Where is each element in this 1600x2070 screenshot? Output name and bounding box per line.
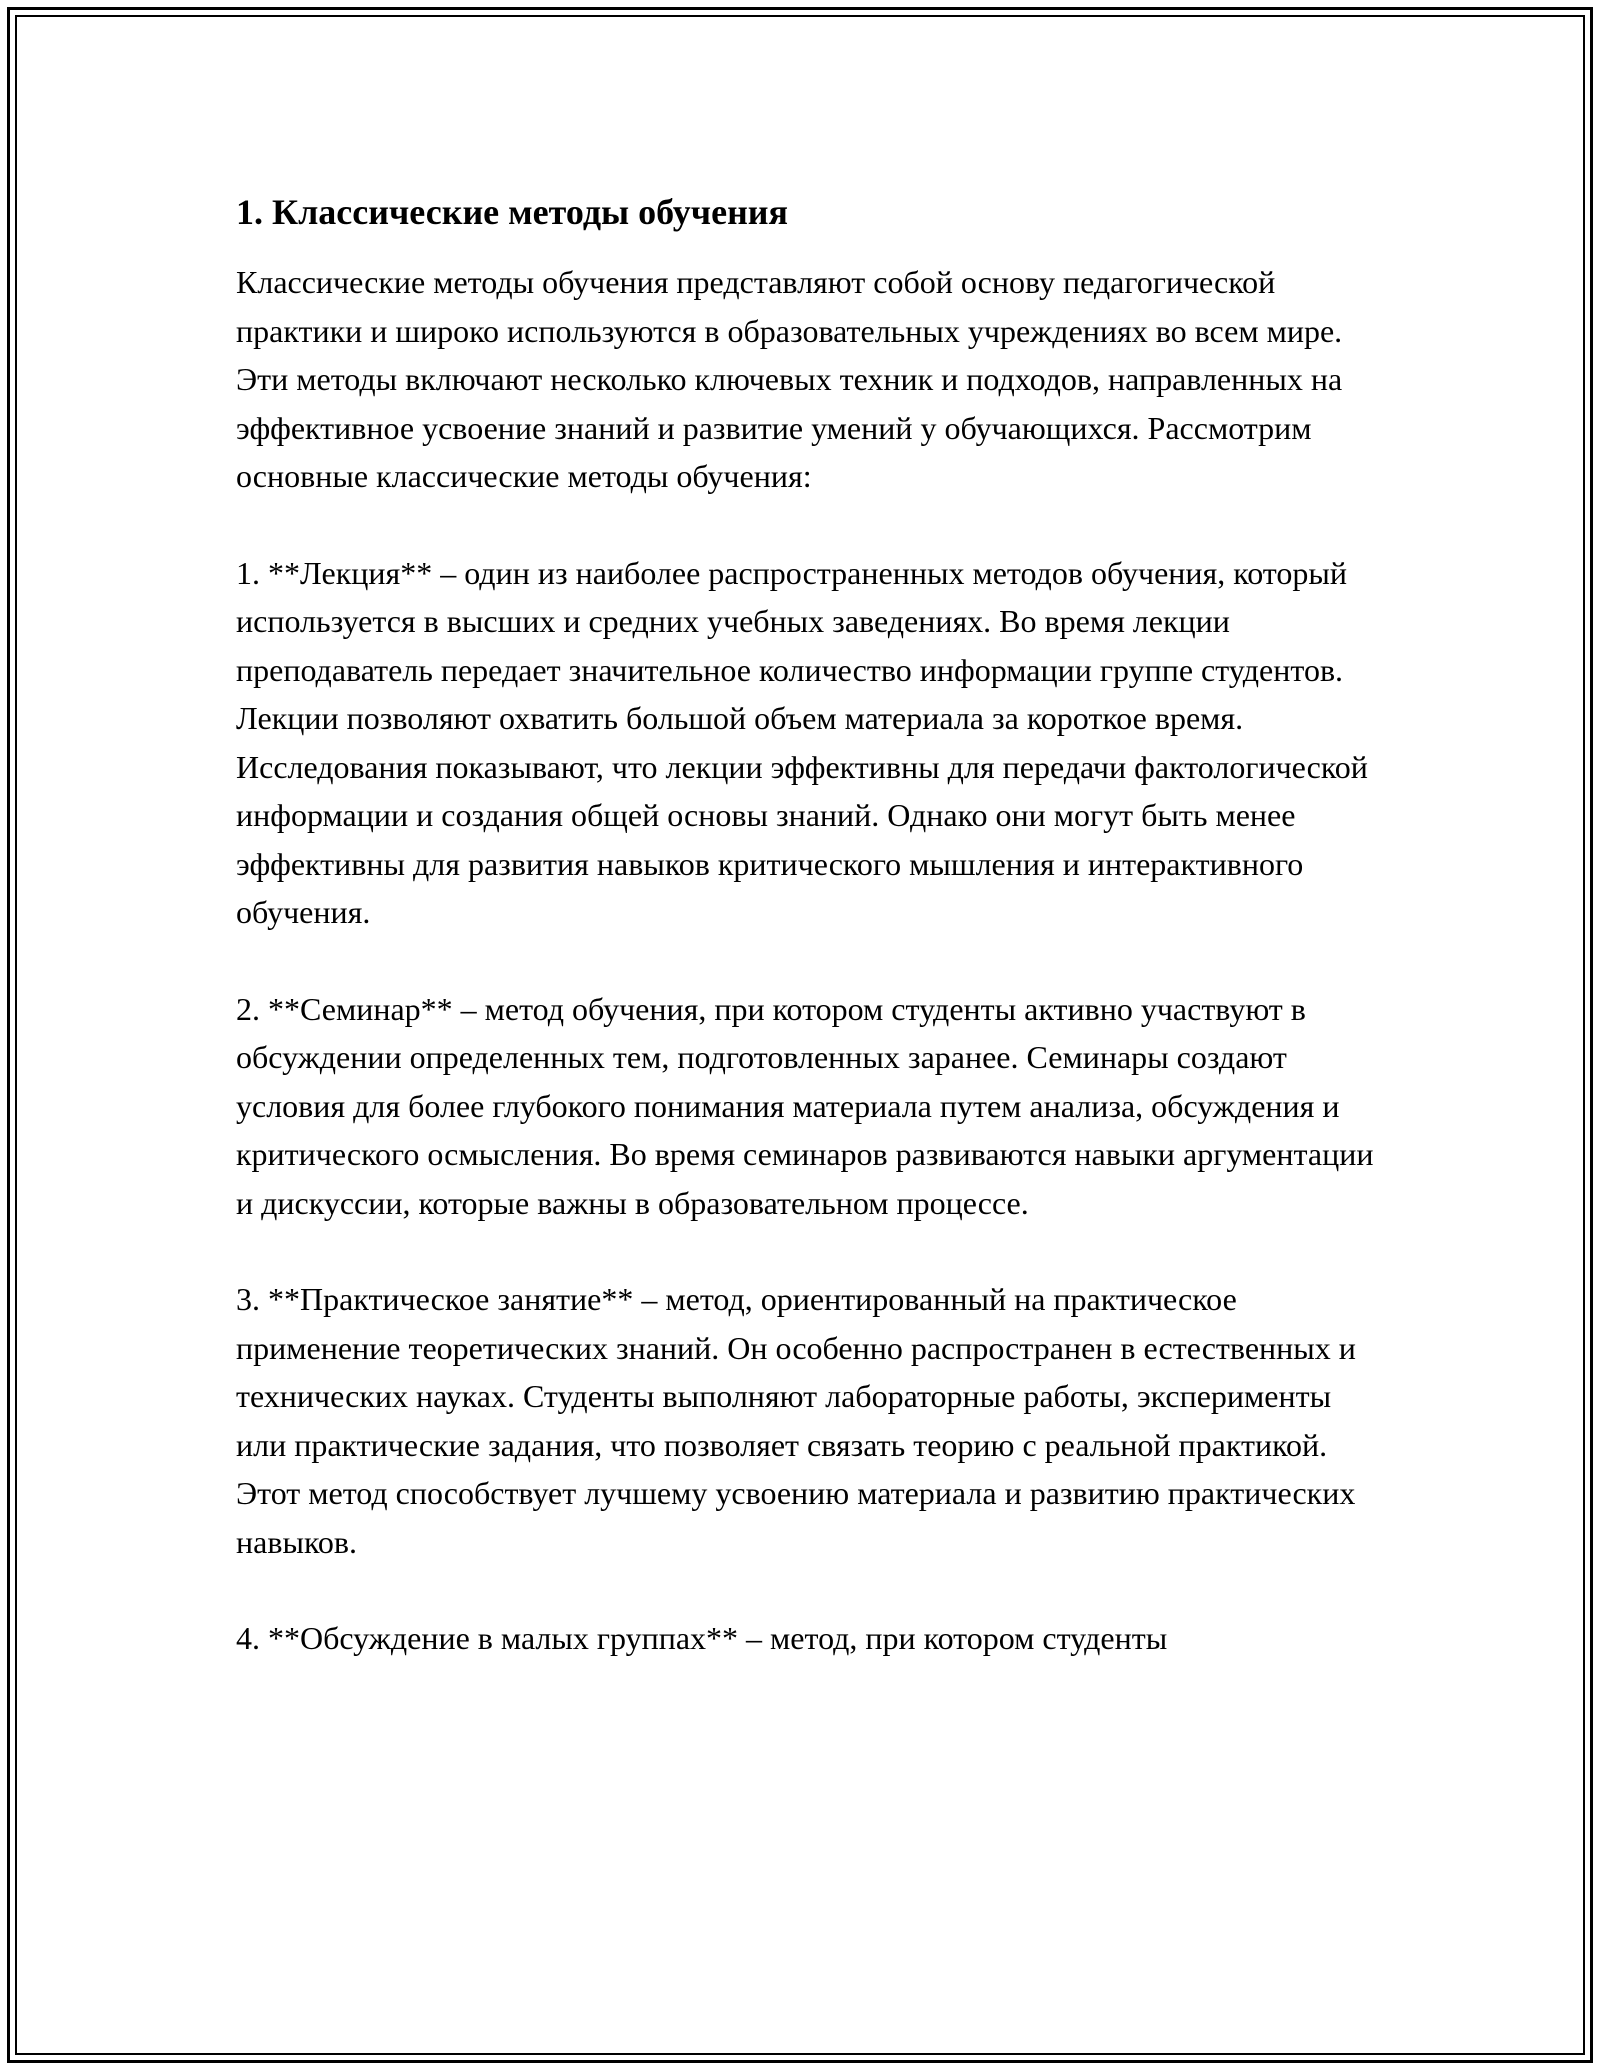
- section-heading: 1. Классические методы обучения: [236, 192, 789, 232]
- paragraph-small-groups: 4. **Обсуждение в малых группах** – метод, при котором студенты: [236, 1620, 1168, 1656]
- paragraph-intro: Классические методы обучения представляют собой основу педагогической практики и широко используются в образовательных учреждениях во всем мире. Эти методы включают несколько ключевых техник и подходов, направленных на эффективное усвоение знаний и развитие умений у обучающихся. Рассмотрим основные классические методы обучения:: [236, 264, 1343, 494]
- paragraph-seminar: 2. **Семинар** – метод обучения, при котором студенты активно участвуют в обсуждении определенных тем, подготовленных заранее. Семинары создают условия для более глубокого понимания материала путем анализа, обсуждения и критического осмысления. Во время семинаров развиваются навыки аргументации и дискуссии, которые важны в образовательном процессе.: [236, 990, 1374, 1221]
- paragraph-lecture: 1. **Лекция** – один из наиболее распространенных методов обучения, который используется в высших и средних учебных заведениях. Во время лекции преподаватель передает значительное количество информации группе студентов. Лекции позволяют охватить большой объем материала за короткое время. Исследования показывают, что лекции эффективны для передачи фактологической информации и создания общей основы знаний. Однако они могут быть менее эффективны для развития навыков критического мышления и интерактивного обучения.: [236, 554, 1368, 930]
- paragraph-practical: 3. **Практическое занятие** – метод, ориентированный на практическое применение теоретических знаний. Он особенно распространен в естественных и технических науках. Студенты выполняют лабораторные работы, эксперименты или практические задания, что позволяет связать теорию с реальной практикой. Этот метод способствует лучшему усвоению материала и развитию практических навыков.: [236, 1281, 1356, 1560]
- document-body: [236, 188, 1386, 1711]
